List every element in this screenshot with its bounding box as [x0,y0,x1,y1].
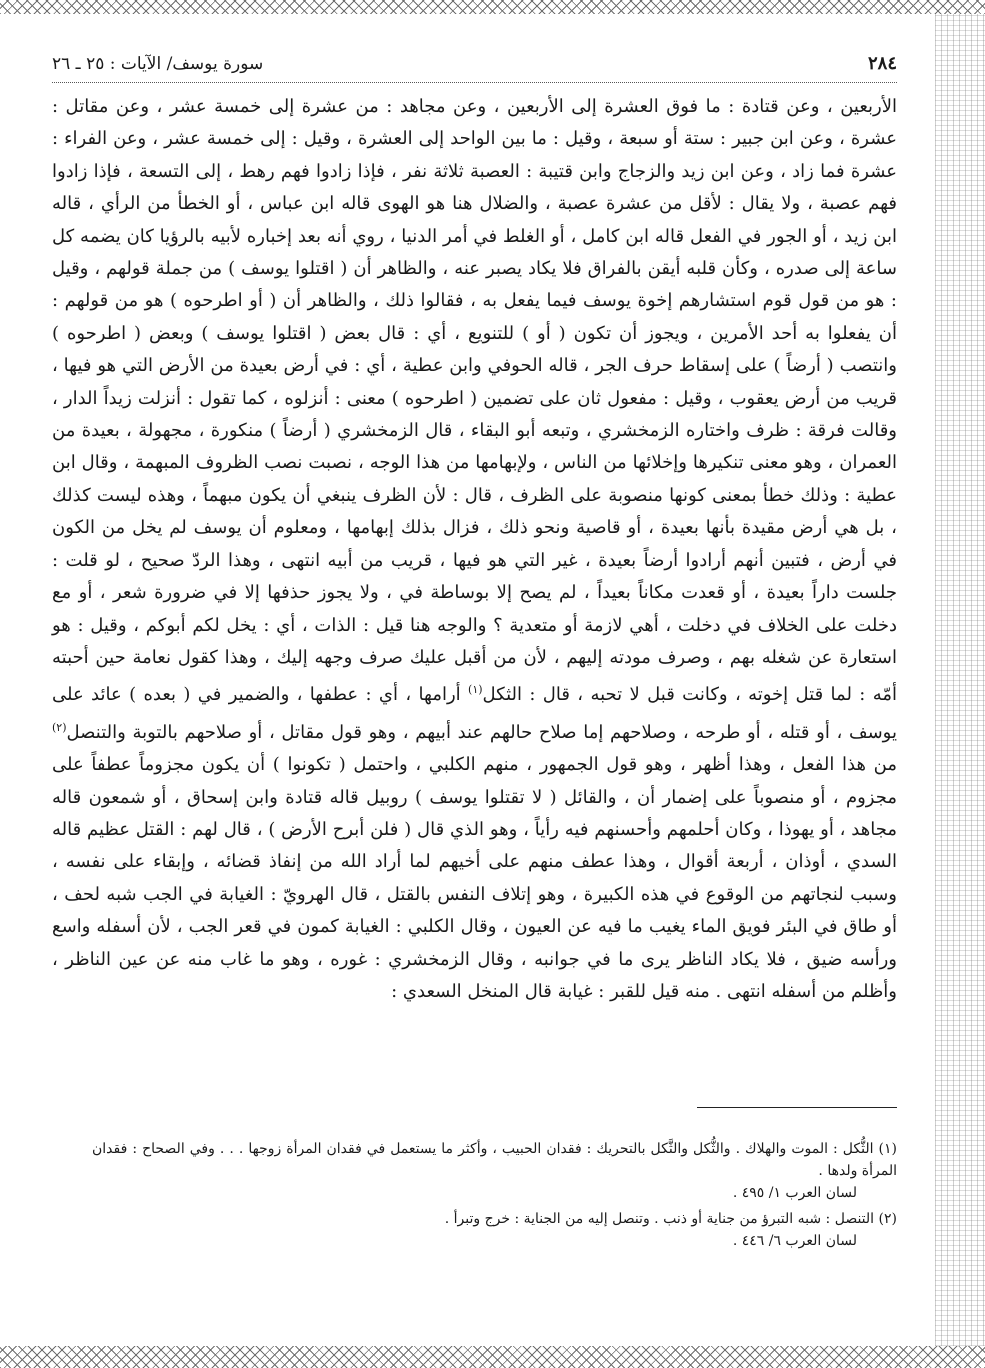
footnote-2-source: لسان العرب ٦/ ٤٤٦ . [732,1233,857,1249]
footnote-1-text: الثُّكل : الموت والهلاك . والثُّكل والثَّكل بالتحريك : فقدان الحبيب ، وأكثر ما يستعمل في فقدان المرأة زوجها . . . وفي الصحاح : فقدان المرأة ولدها . [92,1141,897,1179]
top-ornamental-border [0,0,985,14]
right-page-edge [935,14,985,1346]
footnote-2-text: التنصل : شبه التبرؤ من جناية أو ذنب . وتنصل إليه من الجناية : خرج وتبرأ . [444,1211,875,1227]
footnote-1 [92,1138,897,1204]
footnote-ref-2[interactable]: (٢) [52,720,67,734]
footnote-1-mark: (١) [878,1141,897,1157]
footnote-2 [92,1208,897,1252]
running-header [52,52,897,83]
bottom-ornamental-border [0,1346,985,1368]
footnote-2-mark: (٢) [878,1211,897,1227]
footnote-ref-1[interactable]: (١) [468,683,483,697]
running-title: سورة يوسف/ الآيات : ٢٥ ـ ٢٦ [52,54,264,74]
page [52,52,897,1008]
footnotes [92,1138,897,1256]
footnote-divider [697,1107,897,1108]
main-text [52,91,897,1008]
main-paragraph-continued-2: من هذا الفعل ، وهذا أظهر ، وهو قول الجمهور ، منهم الكلبي ، واحتمل ( تكونوا ) أن يكون مجزوماً عطفاً على مجزوم ، أو منصوباً على إضمار أن ، والقائل ( لا تقتلوا يوسف ) روبيل قاله قتادة وابن إسحاق ، أو شمعون قاله مجاهد ، أو يهوذا ، وكان أحلمهم وأحسنهم فيه رأياً ، وهو الذي قال ( فلن أبرح الأرض ) ، قال لهم : القتل عظيم قاله السدي ، أوذان ، أربعة أقوال ، وهذا عطف منهم على أخيهم لما أراد الله من إنفاذ قضائه ، وإبقاء على نفسه ، وسبب لنجاتهم من الوقوع في هذه الكبيرة ، وهو إتلاف النفس بالقتل ، قال الهرويّ : الغيابة في الجب شبه لحف ، أو طاق في البئر فويق الماء يغيب ما فيه عن العيون ، وقال الكلبي : الغيابة كمون في قعر الجب ، لأن أسفله واسع ورأسه ضيق ، فلا يكاد الناظر يرى ما في جوانبه ، وقال الزمخشري : غوره ، وهو ما غاب منه عن عين الناظر ، وأظلم من أسفله انتهى . منه قيل للقبر : غيابة قال المنخل السعدي : [52,754,897,1002]
footnote-1-source: لسان العرب ١/ ٤٩٥ . [732,1185,857,1201]
page-number: ٢٨٤ [867,53,897,74]
main-paragraph: الأربعين ، وعن قتادة : ما فوق العشرة إلى الأربعين ، وعن مجاهد : من عشرة إلى خمسة عشر ، وعن مقاتل : عشرة ، وعن ابن جبير : ستة أو سبعة ، وقيل : ما بين الواحد إلى العشرة ، وقيل : إلى خمسة عشر ، وعن الفراء : عشرة فما زاد ، وعن ابن زيد والزجاج وابن قتيبة : العصبة ثلاثة نفر ، فإذا زادوا فهم رهط ، إلى التسعة ، فإذا زادوا فهم عصبة ، ولا يقال : لأقل من عشرة عصبة ، والضلال هنا هو الهوى قاله ابن عباس ، أو الخطأ من الرأي ، قاله ابن زيد ، أو الجور في الفعل قاله ابن كامل ، أو الغلط في أمر الدنيا ، روي أنه بعد إخباره لأبيه بالرؤيا كان يضمه كل ساعة إلى صدره ، وكأن قلبه أيقن بالفراق فلا يكاد يصبر عنه ، والظاهر أن ( اقتلوا يوسف ) من جملة قولهم ، وقيل : هو من قول قوم استشارهم إخوة يوسف فيما يفعل به ، فقالوا ذلك ، والظاهر أن ( أو اطرحوه ) هو من قولهم : أن يفعلوا به أحد الأمرين ، ويجوز أن تكون ( أو ) للتنويع ، أي : قال بعض ( اقتلوا يوسف ) وبعض ( اطرحوه ) وانتصب ( أرضاً ) على إسقاط حرف الجر ، قاله الحوفي وابن عطية ، أي : في أرض بعيدة من الأرض التي هو فيها ، قريب من أرض يعقوب ، وقيل : مفعول ثان على تضمين ( اطرحوه ) معنى : أنزلوه ، كما تقول : أنزلت زيداً الدار ، وقالت فرقة : ظرف واختاره الزمخشري ، وتبعه أبو البقاء ، قال الزمخشري ( أرضاً ) منكورة ، مجهولة ، بعيدة من العمران ، وهو معنى تنكيرها وإخلائها من الناس ، ولإبهامها من هذا الوجه ، نصبت نصب الظروف المبهمة ، وقال ابن عطية : وذلك خطأ بمعنى كونها منصوبة على الظرف ، قال : لأن الظرف ينبغي أن يكون مبهماً ، وهذه ليست كذلك ، بل هي أرض مقيدة بأنها بعيدة ، أو قاصية ونحو ذلك ، فزال بذلك إبهامها ، ومعلوم أن يوسف لم يخل من الكون في أرض ، فتبين أنهم أرادوا أرضاً بعيدة ، غير التي هو فيها ، قريب من أبيه انتهى ، وهذا الردّ صحيح ، لو قلت : جلست داراً بعيدة ، أو قعدت مكاناً بعيداً ، لم يصح إلا بوساطة في ، ولا يجوز حذفها إلا في ضرورة شعر ، أو مع دخلت على الخلاف في دخلت ، أهي لازمة أو متعدية ؟ والوجه هنا قيل : الذات ، أي : يخل لكم أبوكم ، وقيل : هو استعارة عن شغله بهم ، وصرف مودته إليهم ، لأن من أقبل عليك صرف وجهه إليك ، وهذا كقول نعامة حين أحبته أمّه : لما قتل إخوته ، وكانت قبل لا تحبه ، قال : الثكل [52,96,897,706]
main-paragraph-continued-1: أرامها ، أي : عطفها ، والضمير في ( بعده ) عائد على يوسف ، أو قتله ، أو طرحه ، وصلاحهم إما صلاح حالهم عند أبيهم ، وهو قول مقاتل ، أو صلاحهم بالتوبة والتنصل [52,684,897,743]
